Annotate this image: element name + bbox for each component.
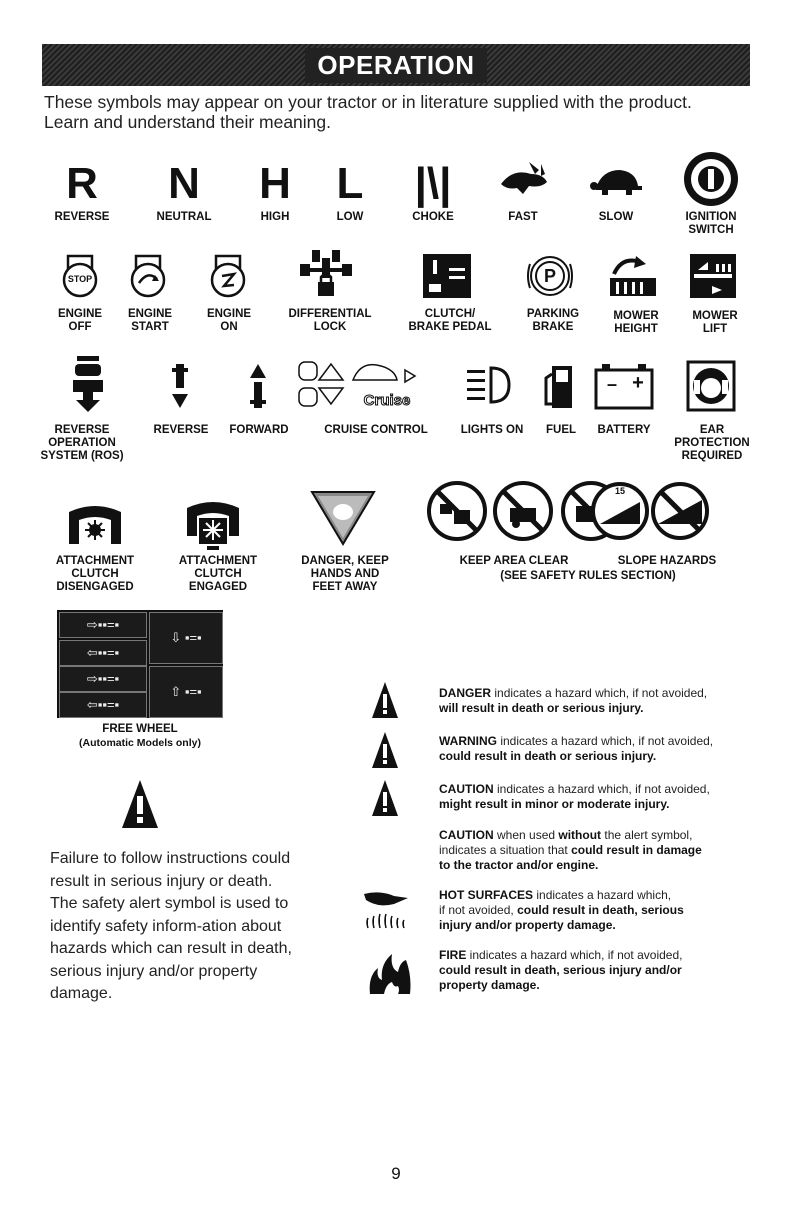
engine-start-icon (126, 254, 170, 298)
slope-hazards-icon: 15 (590, 480, 710, 540)
differential-lock-icon (296, 248, 356, 300)
label-ros: REVERSE OPERATION SYSTEM (ROS) (40, 424, 124, 462)
caution-alert-icon (370, 778, 400, 818)
engine-on-icon (206, 254, 250, 298)
definition-caution: CAUTION indicates a hazard which, if not avoided, might result in minor or moderate injury. (439, 782, 710, 811)
label-battery: BATTERY (597, 424, 651, 436)
ros-icon (71, 356, 105, 414)
fw-cell-2: ⇦▪▪=▪ (59, 640, 147, 666)
label-mower-lift: MOWER LIFT (692, 310, 738, 335)
free-wheel-panel (57, 610, 223, 718)
fire-icon (366, 950, 414, 996)
fw-cell-6: ⇧ ▪=▪ (149, 666, 223, 718)
definition-hot-surfaces: HOT SURFACES indicates a hazard which, if not avoided, could result in death, serious injury and/or property damage. (439, 888, 684, 932)
intro-text: These symbols may appear on your tractor or in literature supplied with the product. Learn and understand their meaning. (44, 92, 692, 132)
label-neutral: NEUTRAL (156, 211, 212, 223)
label-see-safety-rules: (SEE SAFETY RULES SECTION) (500, 570, 676, 582)
ear-protection-icon (686, 360, 736, 412)
engine-off-icon: STOP (58, 254, 102, 298)
forward-icon (249, 364, 267, 410)
danger-hands-icon (310, 490, 376, 546)
fw-cell-3: ⇨▪▪=▪ (59, 666, 147, 692)
danger-alert-icon (370, 680, 400, 720)
label-slope-hazards: SLOPE HAZARDS (617, 555, 717, 567)
warning-alert-icon (370, 730, 400, 770)
battery-icon: – + (594, 364, 654, 410)
fw-cell-4: ⇦▪▪=▪ (59, 692, 147, 718)
fuel-icon (544, 364, 578, 410)
label-choke: CHOKE (412, 211, 454, 223)
label-cruise-control: CRUISE CONTROL (324, 424, 428, 436)
hot-surfaces-icon (360, 888, 414, 930)
definition-fire: FIRE indicates a hazard which, if not avoided, could result in death, serious injury and/or property damage. (439, 948, 683, 992)
label-keep-area-clear: KEEP AREA CLEAR (459, 555, 569, 567)
label-reverse: REVERSE (54, 211, 110, 223)
label-engine-start: ENGINE START (127, 308, 173, 333)
label-slow: SLOW (598, 211, 634, 223)
rabbit-icon (495, 160, 551, 200)
label-high: HIGH (260, 211, 290, 223)
cruise-control-icon: Cruise (297, 358, 447, 412)
turtle-icon (588, 166, 644, 196)
neutral-symbol: N (168, 159, 200, 208)
label-engine-off: ENGINE OFF (57, 308, 103, 333)
parking-brake-icon: P (526, 254, 574, 298)
ignition-switch-icon (682, 150, 740, 208)
attachment-clutch-disengaged-icon (67, 504, 123, 544)
definition-danger: DANGER indicates a hazard which, if not avoided, will result in death or serious injury. (439, 686, 708, 715)
lights-on-icon (465, 362, 511, 408)
mower-lift-icon (690, 254, 736, 298)
mower-height-icon (606, 252, 660, 298)
section-title: OPERATION (305, 48, 486, 83)
fw-cell-5: ⇩ ▪=▪ (149, 612, 223, 664)
label-clutch-brake-pedal: CLUTCH/ BRAKE PEDAL (408, 308, 492, 333)
label-reverse-2: REVERSE (153, 424, 209, 436)
label-attachment-clutch-disengaged: ATTACHMENT CLUTCH DISENGAGED (55, 555, 135, 593)
label-differential-lock: DIFFERENTIAL LOCK (288, 308, 372, 333)
low-symbol: L (336, 159, 364, 208)
label-lights-on: LIGHTS ON (460, 424, 524, 436)
page-number: 9 (391, 1164, 401, 1183)
safety-alert-icon (120, 778, 160, 830)
label-engine-on: ENGINE ON (206, 308, 252, 333)
label-parking-brake: PARKING BRAKE (526, 308, 580, 333)
attachment-clutch-engaged-icon (185, 500, 241, 552)
free-wheel-caption: FREE WHEEL (Automatic Models only) (79, 723, 201, 749)
clutch-brake-pedal-icon (423, 254, 471, 298)
definition-caution-no-symbol: CAUTION when used without the alert symbol, indicates a situation that could result in damage to the tractor and/or engine. (439, 828, 702, 872)
label-ear-protection: EAR PROTECTION REQUIRED (674, 424, 750, 462)
label-low: LOW (336, 211, 364, 223)
fw-cell-1: ⇨▪▪=▪ (59, 612, 147, 638)
choke-symbol: |\| (414, 159, 452, 208)
reverse-symbol: R (66, 159, 98, 208)
high-symbol: H (259, 159, 291, 208)
section-banner (42, 44, 750, 86)
reverse-icon (171, 364, 189, 410)
definition-warning: WARNING indicates a hazard which, if not avoided, could result in death or serious injury. (439, 734, 714, 763)
label-ignition-switch: IGNITION SWITCH (685, 211, 737, 236)
label-fast: FAST (508, 211, 538, 223)
label-attachment-clutch-engaged: ATTACHMENT CLUTCH ENGAGED (178, 555, 258, 593)
label-mower-height: MOWER HEIGHT (613, 310, 659, 335)
failure-text: Failure to follow instructions could result in serious injury or death. The safety alert symbol is used to identify safety inform-ation about hazards which can result in death, serious injury and/or property damage. (50, 850, 292, 1002)
label-danger-hands-feet: DANGER, KEEP HANDS AND FEET AWAY (301, 555, 389, 593)
label-forward: FORWARD (229, 424, 289, 436)
label-fuel: FUEL (545, 424, 577, 436)
